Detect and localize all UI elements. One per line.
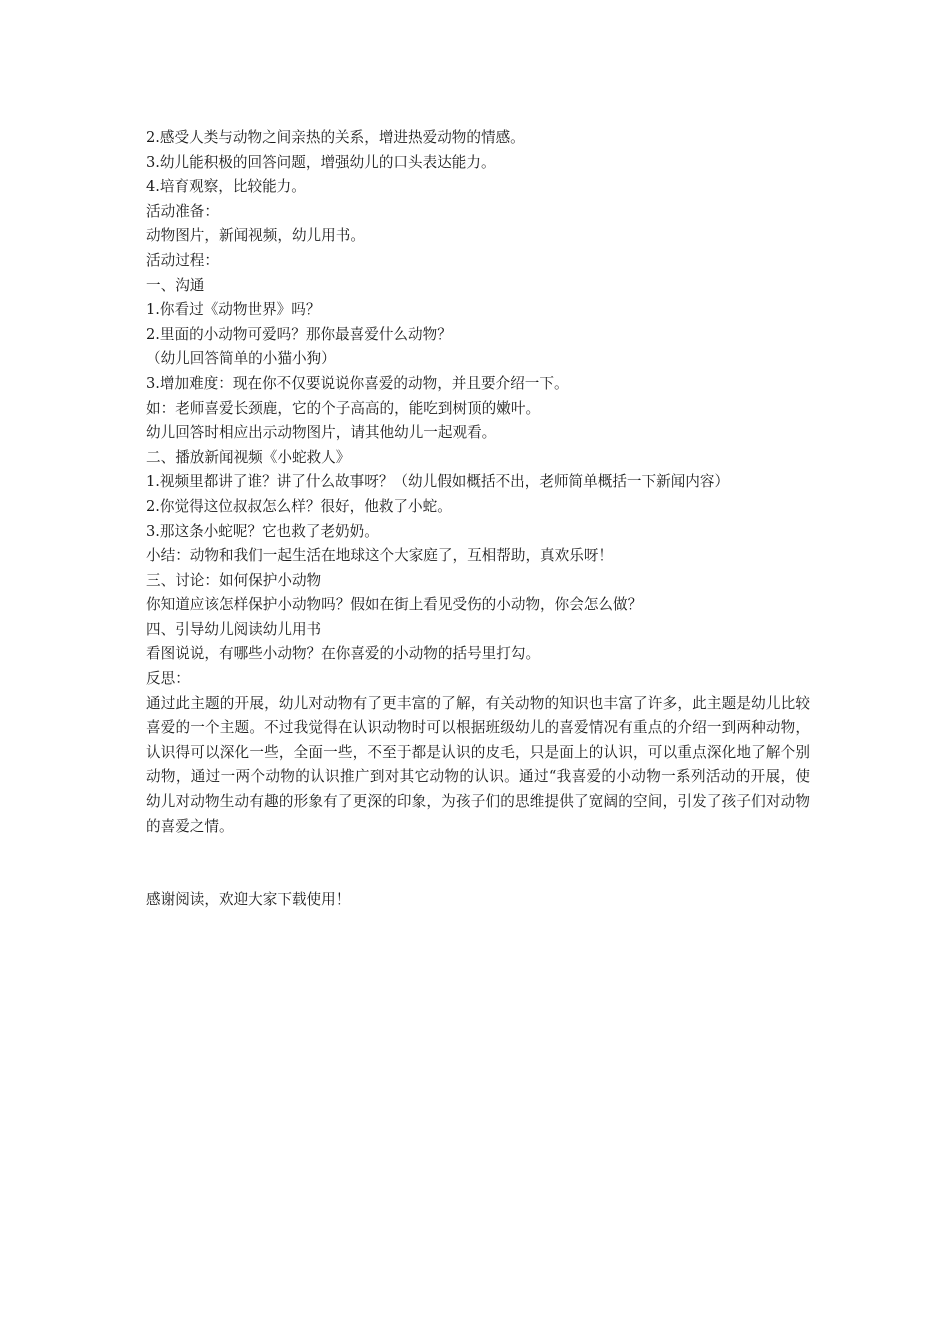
section-heading: 活动过程： bbox=[146, 251, 219, 269]
text-line: 如：老师喜爱长颈鹿，它的个子高高的，能吃到树顶的嫩叶。 bbox=[146, 399, 541, 417]
text-line: 4.培育观察，比较能力。 bbox=[146, 178, 306, 196]
blank-space bbox=[146, 839, 810, 888]
text-paragraph: 1.视频里都讲了谁？讲了什么故事呀？（幼儿假如概括不出，老师简单概括一下新闻内容） bbox=[146, 473, 730, 491]
section-heading: 三、讨论：如何保护小动物 bbox=[146, 571, 322, 589]
section-heading: 反思： bbox=[146, 670, 190, 688]
text-line: （幼儿回答简单的小猫小狗） bbox=[146, 350, 336, 368]
text-line: 2.感受人类与动物之间亲热的关系，增进热爱动物的情感。 bbox=[146, 129, 525, 146]
text-line: 3.那这条小蛇呢？它也救了老奶奶。 bbox=[146, 522, 379, 540]
closing-text: 感谢阅读，欢迎大家下载使用！ bbox=[146, 891, 351, 909]
text-line: 幼儿回答时相应出示动物图片，请其他幼儿一起观看。 bbox=[146, 424, 497, 442]
text-line: 3.幼儿能积极的回答问题，增强幼儿的口头表达能力。 bbox=[146, 153, 496, 171]
text-line: 你知道应该怎样保护小动物吗？假如在街上看见受伤的小动物，你会怎么做？ bbox=[146, 596, 643, 614]
section-heading: 活动准备： bbox=[146, 202, 219, 220]
section-heading: 一、沟通 bbox=[146, 276, 205, 294]
reflection-paragraph: 通过此主题的开展，幼儿对动物有了更丰富的了解，有关动物的知识也丰富了许多，此主题是幼儿比较喜爱的一个主题。不过我觉得在认识动物时可以根据班级幼儿的喜爱情况有重点的介绍一到两种动物，认识得可以深化一些，全面一些，不至于都是认识的皮毛，只是面上的认识，可以重点深化地了解个别动物，通过一两个动物的认识推广到对其它动物的认识。通过“我喜爱的小动物一系列活动的开展，使幼儿对动物生动有趣的形象有了更深的印象，为孩子们的思维提供了宽阔的空间，引发了孩子们对动物的喜爱之情。 bbox=[146, 694, 810, 835]
text-line: 2.你觉得这位叔叔怎么样？很好，他救了小蛇。 bbox=[146, 497, 452, 515]
text-line: 小结：动物和我们一起生活在地球这个大家庭了，互相帮助，真欢乐呀！ bbox=[146, 547, 614, 565]
text-line: 看图说说，有哪些小动物？在你喜爱的小动物的括号里打勾。 bbox=[146, 645, 541, 663]
text-line: 动物图片，新闻视频，幼儿用书。 bbox=[146, 227, 365, 245]
section-heading: 二、播放新闻视频《小蛇救人》 bbox=[146, 448, 351, 466]
section-heading: 四、引导幼儿阅读幼儿用书 bbox=[146, 620, 322, 638]
document-body bbox=[146, 126, 810, 913]
text-line: 1.你看过《动物世界》吗？ bbox=[146, 301, 321, 319]
text-line: 3.增加难度：现在你不仅要说说你喜爱的动物，并且要介绍一下。 bbox=[146, 374, 569, 392]
text-line: 2.里面的小动物可爱吗？那你最喜爱什么动物？ bbox=[146, 325, 452, 343]
